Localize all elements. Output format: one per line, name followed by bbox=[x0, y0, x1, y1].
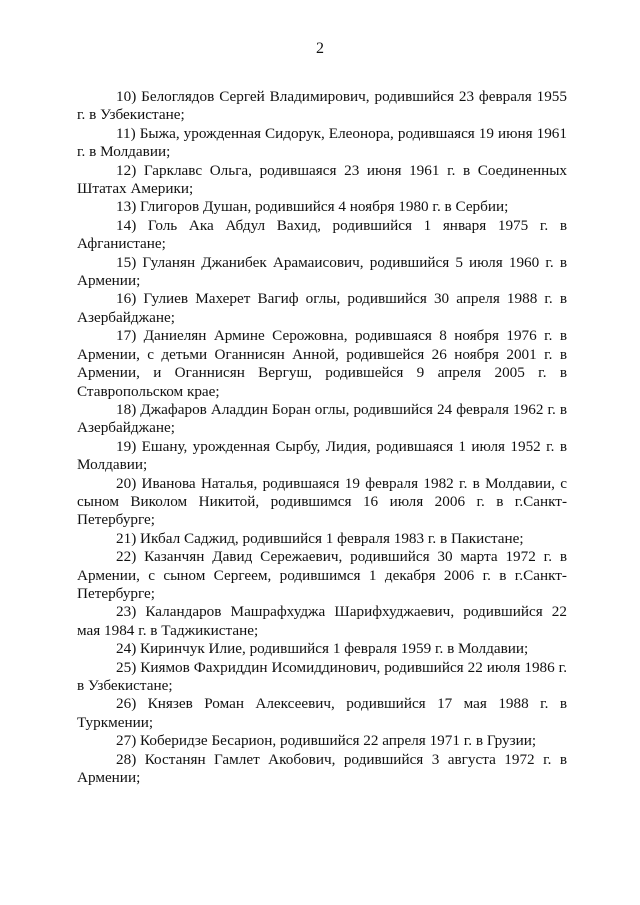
list-item: 16) Гулиев Махерет Вагиф оглы, родившийся 30 апреля 1988 г. в Азербайджане; bbox=[77, 290, 567, 326]
list-item: 25) Киямов Фахриддин Исомиддинович, родившийся 22 июля 1986 г. в Узбекистане; bbox=[77, 658, 567, 694]
list-item: 22) Казанчян Давид Сережаевич, родившийся 30 марта 1972 г. в Армении, с сыном Сергеем, родившимся 1 декабря 2006 г. в г.Санкт-Петербурге; bbox=[77, 548, 567, 602]
list-item: 11) Быжа, урожденная Сидорук, Елеонора, родившаяся 19 июня 1961 г. в Молдавии; bbox=[77, 124, 567, 161]
list-item: 15) Гуланян Джанибек Арамаисович, родившийся 5 июля 1960 г. в Армении; bbox=[77, 253, 567, 290]
list-item: 23) Каландаров Машрафхуджа Шарифхуджаевич, родившийся 22 мая 1984 г. в Таджикистане; bbox=[77, 603, 567, 639]
list-item: 13) Глигоров Душан, родившийся 4 ноября 1980 г. в Сербии; bbox=[116, 198, 509, 216]
list-item: 27) Коберидзе Бесарион, родившийся 22 апреля 1971 г. в Грузии; bbox=[116, 732, 537, 750]
list-item: 14) Голь Ака Абдул Вахид, родившийся 1 января 1975 г. в Афганистане; bbox=[77, 216, 567, 253]
list-item: 20) Иванова Наталья, родившаяся 19 февраля 1982 г. в Молдавии, с сыном Виколом Никитой, родившимся 16 июля 2006 г. в г.Санкт-Петербурге; bbox=[77, 474, 567, 529]
list-item: 19) Ешану, урожденная Сырбу, Лидия, родившаяся 1 июля 1952 г. в Молдавии; bbox=[77, 437, 567, 474]
list-item: 12) Гарклавс Ольга, родившаяся 23 июня 1961 г. в Соединенных Штатах Америки; bbox=[77, 161, 567, 198]
page-number: 2 bbox=[316, 40, 324, 57]
list-item: 28) Костанян Гамлет Акобович, родившийся 3 августа 1972 г. в Армении; bbox=[77, 750, 567, 787]
entry-list bbox=[77, 88, 567, 787]
list-item: 18) Джафаров Аладдин Боран оглы, родившийся 24 февраля 1962 г. в Азербайджане; bbox=[77, 400, 567, 437]
list-item: 10) Белоглядов Сергей Владимирович, родившийся 23 февраля 1955 г. в Узбекистане; bbox=[77, 88, 567, 124]
list-item: 17) Даниелян Армине Серожовна, родившаяся 8 ноября 1976 г. в Армении, с детьми Оганнисян Анной, родившейся 26 ноября 2001 г. в Армении, и Оганнисян Вергуш, родившейся 9 апреля 2005 г. в Ставропольском крае; bbox=[77, 327, 567, 400]
list-item: 26) Князев Роман Алексеевич, родившийся 17 мая 1988 г. в Туркмении; bbox=[77, 695, 567, 731]
list-item: 21) Икбал Саджид, родившийся 1 февраля 1983 г. в Пакистане; bbox=[116, 529, 524, 547]
list-item: 24) Киринчук Илие, родившийся 1 февраля 1959 г. в Молдавии; bbox=[116, 640, 529, 658]
